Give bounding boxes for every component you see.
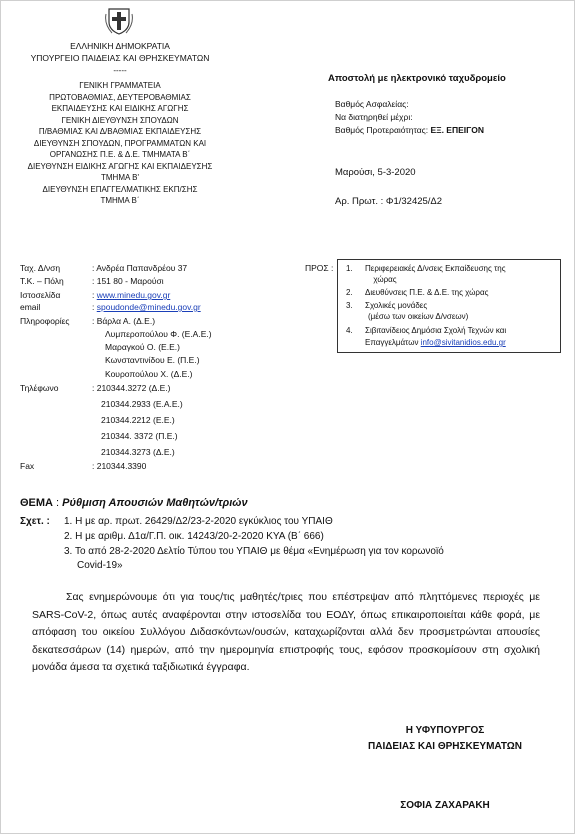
- website-link[interactable]: www.minedu.gov.gr: [96, 290, 171, 300]
- place-date: Μαρούσι, 5-3-2020: [335, 167, 416, 178]
- reference-item: Covid-19»: [77, 560, 123, 571]
- department-line: ΠΡΩΤΟΒΑΘΜΙΑΣ, ΔΕΥΤΕΡΟΒΑΘΜΙΑΣ: [49, 92, 191, 102]
- department-line: ΓΕΝΙΚΗ ΓΡΑΜΜΑΤΕΙΑ: [79, 81, 161, 90]
- ministry-title: ΥΠΟΥΡΓΕΙΟ ΠΑΙΔΕΙΑΣ ΚΑΙ ΘΡΗΣΚΕΥΜΑΤΩΝ: [30, 53, 210, 63]
- contact-city-label: Τ.Κ. – Πόλη: [20, 276, 64, 286]
- reference-item: 3. Το από 28-2-2020 Δελτίο Τύπου του ΥΠΑΙΘ με θέμα «Ενημέρωση για τον κορωνοϊό: [64, 546, 444, 557]
- security-level: Βαθμός Ασφαλείας:: [335, 99, 409, 109]
- signature-title: Η ΥΦΥΠΟΥΡΓΟΣ: [405, 725, 485, 736]
- contact-website-row: : www.minedu.gov.gr: [92, 290, 171, 300]
- recipient-line: χώρας: [373, 275, 397, 284]
- priority-level: [335, 124, 484, 136]
- contact-email-label: email: [20, 302, 41, 312]
- department-line: ΤΜΗΜΑ Β΄: [100, 196, 140, 205]
- department-line: ΤΜΗΜΑ Β': [101, 173, 139, 182]
- recipient-line: Σιβιτανίδειος Δημόσια Σχολή Τεχνών και: [365, 326, 507, 335]
- info-person: Κωνσταντινίδου Ε. (Π.Ε.): [105, 355, 200, 365]
- department-line: ΔΙΕΥΘΥΝΣΗ ΕΙΔΙΚΗΣ ΑΓΩΓΗΣ ΚΑΙ ΕΚΠΑΙΔΕΥΣΗΣ: [27, 161, 213, 171]
- contact-info-label: Πληροφορίες: [20, 316, 70, 326]
- recipient-line: (μέσω των οικείων Δ/νσεων): [368, 312, 469, 321]
- phone-number: 210344. 3372 (Π.Ε.): [101, 431, 178, 441]
- protocol-number: Αρ. Πρωτ. : Φ1/32425/Δ2: [335, 196, 443, 207]
- references-label: Σχετ. :: [20, 516, 50, 527]
- recipient-num: 2.: [346, 288, 353, 297]
- subject-colon: :: [53, 497, 63, 509]
- phone-label: Τηλέφωνο: [20, 383, 59, 393]
- republic-title: ΕΛΛΗΝΙΚΗ ΔΗΜΟΚΡΑΤΙΑ: [70, 41, 170, 51]
- recipient-line: Διευθύνσεις Π.Ε. & Δ.Ε. της χώρας: [365, 288, 489, 297]
- recipient-line: Σχολικές μονάδες: [365, 301, 428, 310]
- retention: Να διατηρηθεί μέχρι:: [335, 112, 413, 122]
- phone-number: 210344.2212 (Ε.Ε.): [101, 415, 175, 425]
- greek-coat-of-arms-icon: [104, 6, 134, 36]
- fax-number: : 210344.3390: [92, 461, 147, 471]
- department-line: ΕΚΠΑΙΔΕΥΣΗΣ ΚΑΙ ΕΙΔΙΚΗΣ ΑΓΩΓΗΣ: [51, 104, 189, 113]
- contact-address-value: : Ανδρέα Παπανδρέου 37: [92, 263, 188, 273]
- phone-number: : 210344.3272 (Δ.Ε.): [92, 383, 171, 393]
- contact-city-value: : 151 80 - Μαρούσι: [92, 276, 164, 286]
- body-paragraph: Σας ενημερώνουμε ότι για τους/τις μαθητές/τριες που επέστρεψαν από πληττόμενες περιοχές με SARS-CoV-2, όπως αυτές αναφέρονται στην ιστοσελίδα του ΕΟΔΥ, όπως επικαιροποιείται κάθε φορά, με απόφαση του οικείου Συλλόγου Διδασκόντων/ουσών, καταχωρίζονται αλλά δεν προσμετρώνται απουσίες δεκατεσσάρων (14) ημερών, από την ημερομηνία επιστροφής τους, εφόσον προσκομίσουν στη σχολική μονάδα άμεσα τα σχετικά ταξιδιωτικά έγγραφα.: [32, 591, 540, 674]
- priority-label: Βαθμός Προτεραιότητας:: [335, 125, 429, 135]
- contact-website-label: Ιστοσελίδα: [20, 290, 61, 300]
- delivery-method: Αποστολή με ηλεκτρονικό ταχυδρομείο: [328, 73, 506, 84]
- reference-item: 1. Η με αρ. πρωτ. 26429/Δ2/23-2-2020 εγκύκλιος του ΥΠΑΙΘ: [64, 516, 333, 527]
- contact-address-label: Ταχ. Δ/νση: [20, 263, 61, 273]
- department-line: ΓΕΝΙΚΗ ΔΙΕΥΘΥΝΣΗ ΣΠΟΥΔΩΝ: [61, 115, 179, 125]
- email-link[interactable]: spoudonde@minedu.gov.gr: [96, 302, 201, 312]
- fax-label: Fax: [20, 461, 35, 471]
- recipient-line: Περιφερειακές Δ/νσεις Εκπαίδευσης της: [365, 264, 506, 273]
- phone-number: 210344.3273 (Δ.Ε.): [101, 447, 175, 457]
- info-person: Κουροπούλου Χ. (Δ.Ε.): [105, 369, 193, 379]
- info-person: Μαραγκού Ο. (Ε.Ε.): [105, 342, 180, 352]
- contact-info-value: : Βάρλα Α. (Δ.Ε.): [92, 316, 156, 326]
- recipient-email-link[interactable]: info@sivitanidios.edu.gr: [420, 338, 506, 347]
- recipient-num: 4.: [346, 326, 353, 335]
- recipients-box: [337, 259, 561, 353]
- subject-label: ΘΕΜΑ: [20, 497, 53, 509]
- recipient-line: Επαγγελμάτων: [365, 338, 421, 347]
- signatory-name: ΣΟΦΙΑ ΖΑΧΑΡΑΚΗ: [400, 800, 490, 811]
- phone-number: 210344.2933 (Ε.Α.Ε.): [101, 399, 183, 409]
- header-separator: -----: [113, 66, 127, 75]
- contact-email-row: : spoudonde@minedu.gov.gr: [92, 302, 201, 312]
- recipient-num: 3.: [346, 301, 353, 310]
- recipients-label: ΠΡΟΣ :: [305, 263, 334, 273]
- priority-value: ΕΞ. ΕΠΕΙΓΟΝ: [430, 125, 484, 135]
- department-line: ΟΡΓΑΝΩΣΗΣ Π.Ε. & Δ.Ε. ΤΜΗΜΑΤΑ Β΄: [49, 150, 191, 159]
- info-person: Λυμπεροπούλου Φ. (Ε.Α.Ε.): [105, 329, 212, 339]
- department-lines: [8, 80, 232, 207]
- department-line: ΔΙΕΥΘΥΝΣΗ ΣΠΟΥΔΩΝ, ΠΡΟΓΡΑΜΜΑΤΩΝ ΚΑΙ: [33, 138, 207, 148]
- department-line: ΔΙΕΥΘΥΝΣΗ ΕΠΑΓΓΕΛΜΑΤΙΚΗΣ ΕΚΠ/ΣΗΣ: [42, 184, 198, 194]
- subject-line: [20, 496, 248, 510]
- recipient-num: 1.: [346, 264, 353, 273]
- department-line: Π/ΒΑΘΜΙΑΣ ΚΑΙ Δ/ΒΑΘΜΙΑΣ ΕΚΠΑΙΔΕΥΣΗΣ: [38, 127, 202, 136]
- reference-item: 2. Η με αριθμ. Δ1α/Γ.Π. οικ. 14243/20-2-2020 ΚΥΑ (Β΄ 666): [64, 531, 324, 542]
- signature-title: ΠΑΙΔΕΙΑΣ ΚΑΙ ΘΡΗΣΚΕΥΜΑΤΩΝ: [368, 741, 522, 752]
- recipient-email-row: [365, 337, 506, 349]
- subject-text: Ρύθμιση Απουσιών Μαθητών/τριών: [62, 497, 248, 509]
